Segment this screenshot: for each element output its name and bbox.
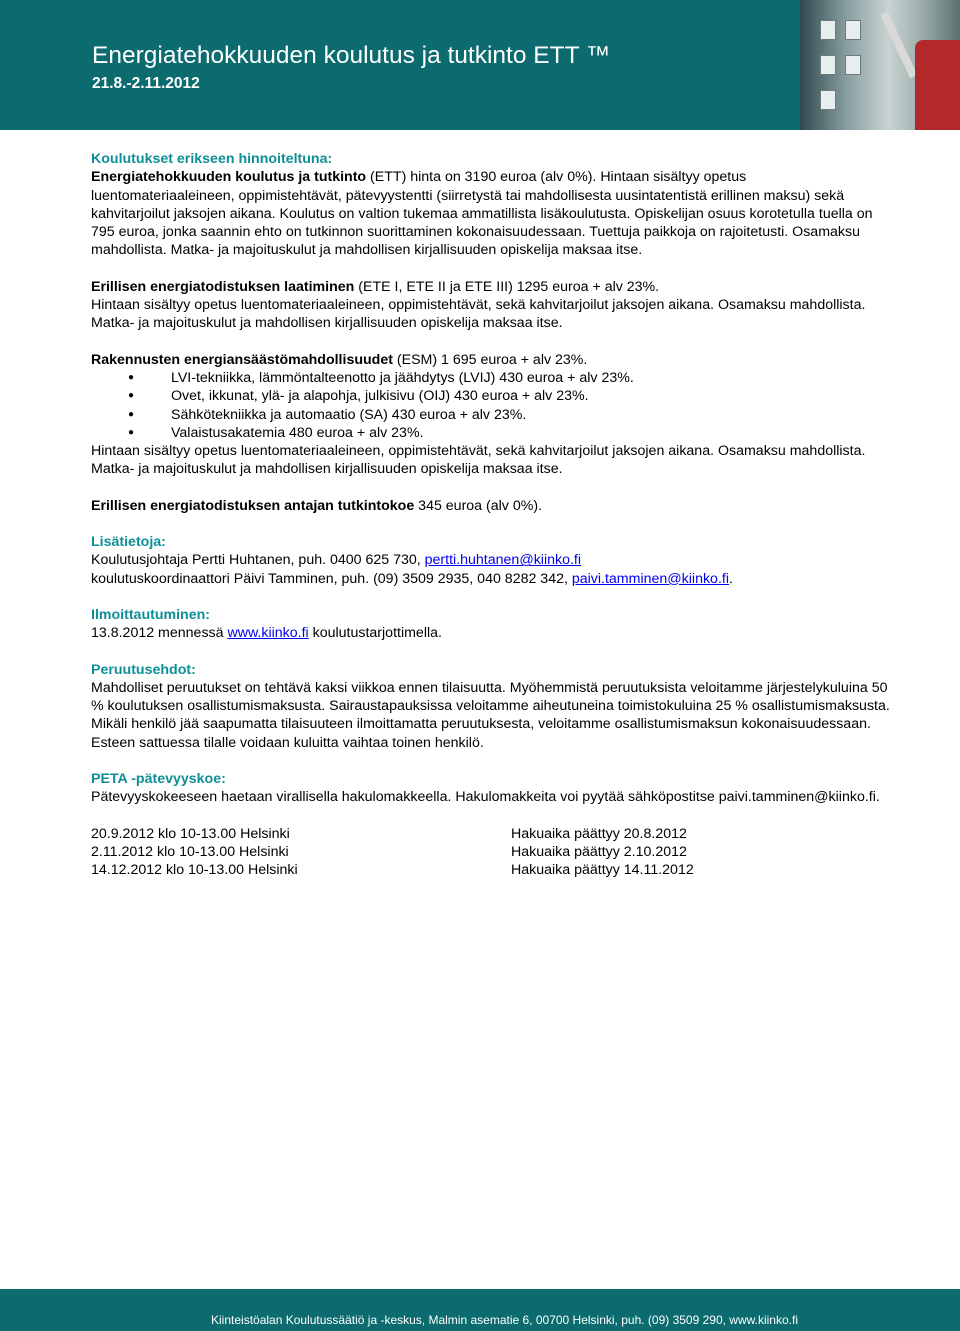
schedule-deadline: Hakuaika päättyy 20.8.2012 [511,825,687,842]
section-heading-contact: Lisätietoja: [91,534,166,551]
header-banner [0,0,960,130]
course-dates: 21.8.-2.11.2012 [92,75,200,92]
schedule-session: 20.9.2012 klo 10-13.00 Helsinki [91,825,290,842]
section-heading-cancellation: Peruutusehdot: [91,661,196,678]
ete-paragraph: Erillisen energiatodistuksen laatiminen (ETE I, ETE II ja ETE III) 1295 euroa + alv 23%. [91,278,660,295]
ett-paragraph: Energiatehokkuuden koulutus ja tutkinto (ETT) hinta on 3190 euroa (alv 0%). Hintaan sisältyy opetus luentomateriaaleineen, oppimistehtävät, pätevyystentti (siirretystä tai mahdollisesta uusintatentistä erillinen maksu) sekä kahvitarjoilut jaksojen aikana. Koulutus on valtion tukemaa ammatillista lisäkoulutusta. Opiskelijan osuus korotetulla tuella on 795 euroa, jonka saannin ehto on tutkinnon suorittaminen kokonaisuudessaan. Tuettuja paikkoja on rajoitetusti. Osamaksu mahdollista. Matka- ja majoituskulut ja mahdollisen kirjallisuuden opiskelija maksaa itse. [91,169,873,259]
website-link[interactable]: www.kiinko.fi [227,625,309,642]
exam-schedule [91,825,891,880]
exam-title: Erillisen energiatodistuksen antajan tutkintokoe [91,497,415,514]
esm-paragraph: Rakennusten energiansäästömahdollisuudet (ESM) 1 695 euroa + alv 23%. [91,351,588,368]
exam-paragraph: Erillisen energiatodistuksen antajan tutkintokoe 345 euroa (alv 0%). [91,497,542,514]
peta-text: Pätevyyskokeeseen haetaan virallisella hakulomakkeella. Hakulomakkeita voi pyytää sähköpostitse paivi.tamminen@kiinko.fi. [91,789,880,806]
list-item: ● Sähkötekniikka ja automaatio (SA) 430 euroa + alv 23%. [127,406,527,423]
esm-details: Hintaan sisältyy opetus luentomateriaaleineen, oppimistehtävät, sekä kahvitarjoilut jaksojen aikana. Osamaksu mahdollista. Matka- ja majoituskulut ja mahdollisen kirjallisuuden opiskelija maksaa itse. [91,443,866,478]
cancellation-text: Mahdolliset peruutukset on tehtävä kaksi viikkoa ennen tilaisuutta. Myöhemmistä peruutuksista veloitamme järjestelykuluina 50 % koulutuksen osallistumismaksusta. Sairaustapauksissa veloitamme aiheutuneina toimistokuluina 25 % osallistumismaksusta. Mikäli henkilö jää saapumatta tilaisuuteen ilmoittamatta peruutuksesta, veloitamme osallistumismaksun kokonaisuudessaan. Esteen sattuessa tilalle voidaan kuluitta vaihtaa toinen henkilö. [91,679,890,751]
schedule-session: 14.12.2012 klo 10-13.00 Helsinki [91,862,298,879]
ett-title: Energiatehokkuuden koulutus ja tutkinto [91,169,367,186]
contact-line-1: Koulutusjohtaja Pertti Huhtanen, puh. 0400 625 730, pertti.huhtanen@kiinko.fi [91,552,582,569]
header-photo [800,0,960,130]
page-title: Energiatehokkuuden koulutus ja tutkinto ETT ™ [92,42,611,69]
email-link-tamminen[interactable]: paivi.tamminen@kiinko.fi [571,570,729,587]
bullet-icon: ● [127,371,135,383]
schedule-row [91,825,891,843]
schedule-row [91,861,891,879]
section-heading-pricing: Koulutukset erikseen hinnoiteltuna: [91,151,333,167]
bullet-icon: ● [127,390,135,402]
schedule-session: 2.11.2012 klo 10-13.00 Helsinki [91,843,289,860]
schedule-deadline: Hakuaika päättyy 2.10.2012 [511,843,687,860]
bullet-icon: ● [127,408,135,420]
esm-module-list [91,369,891,442]
list-item: ● LVI-tekniikka, lämmöntalteenotto ja jäähdytys (LVIJ) 430 euroa + alv 23%. [127,369,634,386]
registration-text: 13.8.2012 mennessä www.kiinko.fi koulutustarjottimella. [91,625,442,642]
ete-title: Erillisen energiatodistuksen laatiminen [91,278,355,295]
section-heading-registration: Ilmoittautuminen: [91,606,211,623]
footer-bar [0,1289,960,1331]
section-heading-peta: PETA -pätevyyskoe: [91,771,226,788]
ete-details: Hintaan sisältyy opetus luentomateriaaleineen, oppimistehtävät, sekä kahvitarjoilut jaksojen aikana. Osamaksu mahdollista. Matka- ja majoituskulut ja mahdollisen kirjallisuuden opiskelija maksaa itse. [91,297,866,332]
list-item: ● Ovet, ikkunat, ylä- ja alapohja, julkisivu (OIJ) 430 euroa + alv 23%. [127,388,589,405]
footer-contact: Kiinteistöalan Koulutussäätiö ja -keskus, Malmin asematie 6, 00700 Helsinki, puh. (09) 3509 290, www.kiinko.fi [211,1313,798,1327]
schedule-row [91,843,891,861]
bullet-icon: ● [127,426,135,438]
document-body [91,150,891,880]
email-link-huhtanen[interactable]: pertti.huhtanen@kiinko.fi [424,552,582,569]
schedule-deadline: Hakuaika päättyy 14.11.2012 [511,862,694,879]
contact-line-2: koulutuskoordinaattori Päivi Tamminen, puh. (09) 3509 2935, 040 8282 342, paivi.tamminen@kiinko.fi. [91,570,733,587]
esm-title: Rakennusten energiansäästömahdollisuudet [91,351,393,368]
list-item: ● Valaistusakatemia 480 euroa + alv 23%. [127,424,424,441]
